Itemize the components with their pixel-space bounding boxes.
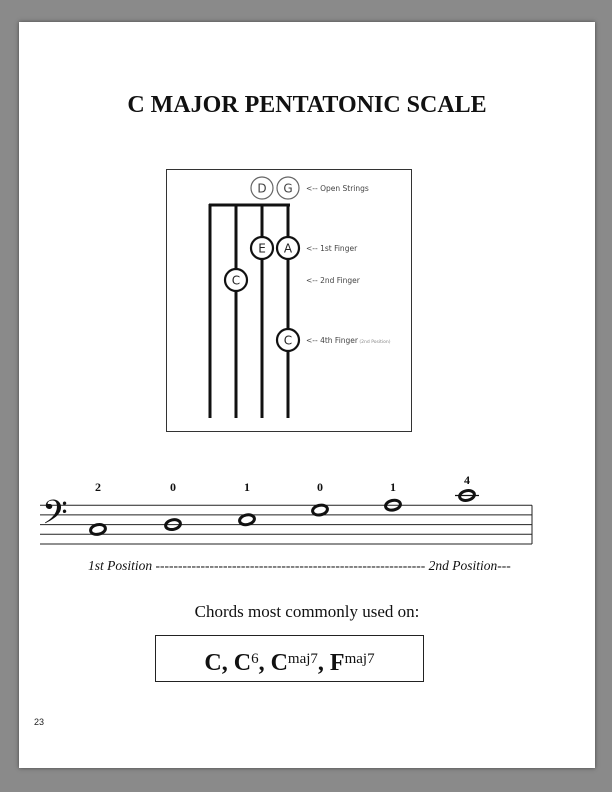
- finger-note-name: C: [283, 333, 293, 348]
- open-string-note: G: [283, 181, 293, 196]
- finger-note-name: A: [283, 241, 293, 256]
- fingering-number: 0: [317, 480, 323, 494]
- finger-label: <-- 1st Finger: [306, 244, 358, 253]
- page-number: 23: [34, 717, 45, 727]
- bass-staff: [40, 473, 532, 544]
- chord: C: [204, 650, 222, 676]
- chord: C: [233, 650, 252, 676]
- fingering-number: 0: [170, 480, 176, 494]
- fingering-number: 1: [244, 480, 250, 494]
- bass-clef-icon: 𝄢: [42, 494, 68, 540]
- chords-box: C, $C^6$, $C^{maj7}$, $F^{maj7}$: [155, 635, 424, 682]
- finger-note-name: E: [258, 241, 266, 256]
- finger-note-name: C: [231, 273, 241, 288]
- fingering-number: 4: [464, 473, 470, 487]
- finger-label: <-- 4th Finger (2nd Position): [306, 336, 391, 345]
- chord: F: [329, 650, 345, 676]
- chords-heading: Chords most commonly used on:: [194, 602, 420, 621]
- position-label-1st: 1st Position ------------------------------------------------------------ 2nd Position---: [88, 558, 511, 573]
- finger-label: <-- Open Strings: [306, 184, 369, 193]
- fingering-number: 1: [390, 480, 396, 494]
- finger-label: <-- 2nd Finger: [306, 276, 360, 285]
- open-string-note: D: [257, 181, 267, 196]
- fingering-chart: [167, 170, 412, 432]
- page: [19, 22, 595, 768]
- fingering-number: 2: [95, 480, 101, 494]
- chord: C: [270, 650, 288, 676]
- page-title: C MAJOR PENTATONIC SCALE: [127, 92, 487, 118]
